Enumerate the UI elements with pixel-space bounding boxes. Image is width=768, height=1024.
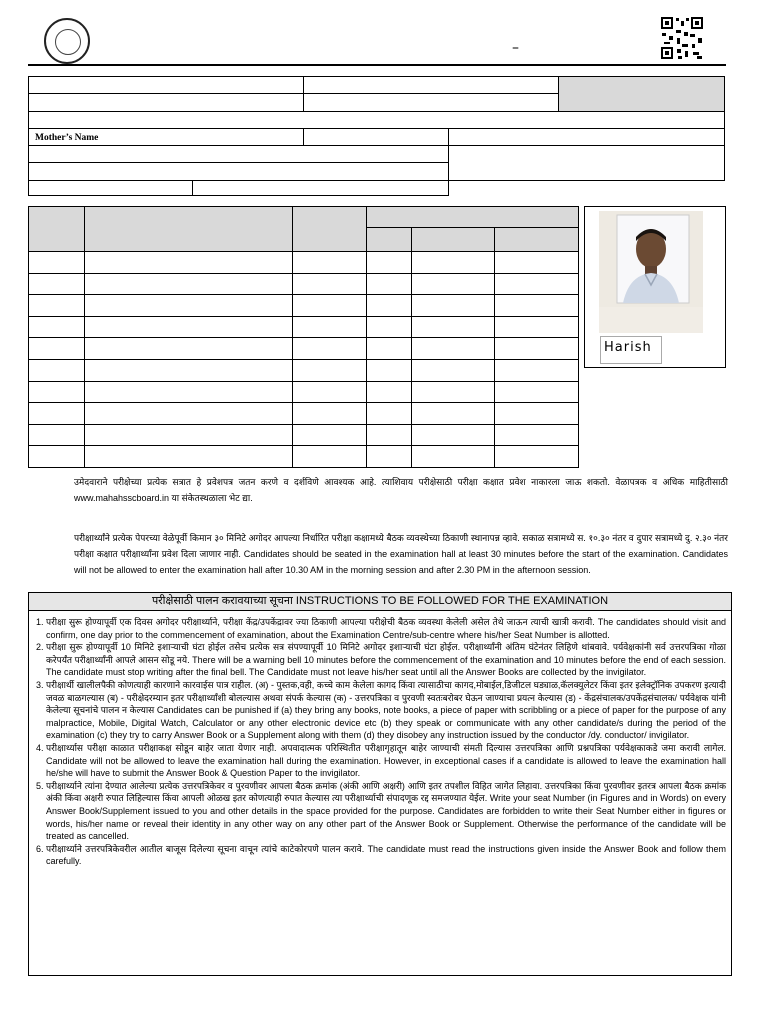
subject-table-cell (84, 316, 293, 339)
instruction-item: 6. परीक्षार्थ्याने उत्तरपत्रिकेवरील आतील बाजूस दिलेल्या सूचना वाचून त्यांचे काटेकोरपणे पालन करावे. The candidate must read the instructions given inside the Answer Book and follow them carefully. (46, 843, 726, 868)
subject-table-cell (411, 337, 495, 360)
detail-cell (192, 180, 449, 196)
subject-table-cell (292, 316, 367, 339)
subject-table-cell (366, 294, 412, 317)
subject-table-header-cell (292, 206, 367, 252)
subject-table-cell (28, 273, 85, 296)
subject-table-cell (494, 337, 579, 360)
subject-table-cell (28, 294, 85, 317)
detail-cell (303, 128, 449, 146)
subject-table-cell (28, 359, 85, 382)
subject-table-cell (366, 445, 412, 468)
instruction-item: 1. परीक्षा सुरू होण्यापूर्वी एक दिवस अगोदर परीक्षार्थ्याने, परीक्षा केंद्र/उपकेंद्रावर ज्या ठिकाणी आपल्या परीक्षेची बैठक व्यवस्था केलेली असेल तेथे जाऊन त्याची खात्री करावी. The candidates should visit and confirm, one day prior to the commencement of examination, about the Examination Centre/sub-centre where his/her Seat Number is allotted. (46, 616, 726, 641)
qr-code-icon (660, 16, 704, 60)
candidate-signature: Harish (604, 340, 652, 355)
subject-table-header-cell (366, 227, 412, 252)
subject-table-cell (411, 273, 495, 296)
instructions-list (34, 616, 726, 868)
subject-table-header-cell (366, 206, 579, 228)
mothers-name-label: Mother’s Name (28, 128, 304, 146)
subject-table-cell (366, 337, 412, 360)
detail-cell (28, 162, 449, 181)
detail-cell (28, 111, 725, 129)
instruction-item: 3. परीक्षार्थी खालीलपैकी कोणत्याही कारणाने कारवाईस पात्र राहील. (अ) - पुस्तक,वही, कच्चे काम केलेला कागद किंवा त्यासाठीचा कागद,मोबाईल,डिजीटल घड्याळ,कॅलक्युलेटर किंवा इतर इलेक्ट्रॉनिक उपकरण इत्यादी जवळ बाळगल्यास (ब) - परीक्षेदरम्यान इतर परीक्षार्थ्यांशी बोलल्यास अथवा संपर्क केल्यास (क) - उत्तरपत्रिका व पुरवणी स्वतःबरोबर घेऊन जाण्याचा प्रयत्न केल्यास (ड) - केंद्रसंचालक/उपकेंद्रसंचालक/ पर्यवेक्षक यांनी केलेल्या सूचनांचे पालन न केल्यास Candidates can be punished if (a) they bring any books, note books, a piece of paper with scribbling or a piece of paper for the purpose of any malpractice, Mobile, Digital Watch, Calculator or any other electronic device etc (b) they speak or communicate with any other candidate/s during the period of the examination (c) they try to carry Answer Book or a Supplement along with them (d) they disobey any instruction issued by the conductor /dy. conductor/ invigilator. (46, 679, 726, 742)
subject-table-cell (366, 316, 412, 339)
subject-table-cell (292, 381, 367, 404)
subject-table-cell (411, 402, 495, 425)
detail-cell (28, 145, 449, 163)
subject-table-cell (494, 402, 579, 425)
subject-table-cell (292, 445, 367, 468)
subject-table-cell (411, 445, 495, 468)
subject-table-cell (292, 359, 367, 382)
subject-table-cell (84, 424, 293, 447)
header-rule (28, 64, 726, 66)
subject-table-cell (28, 251, 85, 274)
candidate-photo (599, 211, 703, 333)
instruction-item: 4. परीक्षार्थ्यास परीक्षा काळात परीक्षाकक्ष सोडून बाहेर जाता येणार नाही. अपवादात्मक परिस्थितीत परीक्षागृहातून बाहेर जाण्याची संमती दिल्यास उत्तरपत्रिका आणि प्रश्नपत्रिका पर्यवेक्षकाकडे जमा करावी लागेल. Candidate will not be allowed to leave the examination hall during the examination. However, in exceptional cases if a candidate is allowed to leave the examination hall he/she will have to submit the Answer Book & Question Paper to the invigilator. (46, 742, 726, 780)
detail-cell (28, 93, 304, 112)
subject-table-cell (366, 381, 412, 404)
subject-table-cell (494, 316, 579, 339)
detail-cell (303, 76, 559, 94)
subject-table-cell (494, 251, 579, 274)
subject-table-cell (84, 273, 293, 296)
board-seal-icon (44, 18, 90, 64)
detail-cell (303, 93, 559, 112)
notice-timing: परीक्षार्थ्यांने प्रत्येक पेपरच्या वेळेपूर्वी किमान ३० मिनिटे अगोदर आपल्या निर्धारित परीक्षा कक्षामध्ये बैठक व्यवस्थेच्या ठिकाणी स्थानापन्न व्हावे. सकाळ सत्रामध्ये स. १०.३० नंतर व दुपार सत्रामध्ये दु. २.३० नंतर परीक्षा कक्षात परीक्षार्थ्यांना प्रवेश दिला जाणार नाही. Candidates should be seated in the examination hall at least 30 minutes before the start of the examination. Candidates will not be allowed to enter the examination hall after 10.30 AM in the morning session and after 2.30 PM in the afternoon session. (74, 533, 728, 575)
subject-table-cell (28, 445, 85, 468)
subject-table-cell (84, 381, 293, 404)
subject-table-header-cell (28, 206, 85, 252)
subject-table-cell (28, 424, 85, 447)
subject-table-cell (494, 381, 579, 404)
subject-table-cell (494, 359, 579, 382)
subject-table-cell (366, 359, 412, 382)
subject-table-cell (84, 294, 293, 317)
subject-table-cell (292, 337, 367, 360)
subject-table-cell (411, 381, 495, 404)
subject-table-cell (366, 424, 412, 447)
detail-cell (448, 128, 725, 146)
subject-table-header-cell (84, 206, 293, 252)
header-dash: – (512, 40, 519, 56)
subject-table-header-cell (494, 227, 579, 252)
subject-table-cell (411, 316, 495, 339)
subject-table-cell (494, 445, 579, 468)
detail-cell (28, 180, 193, 196)
notice-marathi: उमेदवाराने परीक्षेच्या प्रत्येक सत्रात हे प्रवेशपत्र जतन करणे व दर्शविणे आवश्यक आहे. त्याशिवाय परीक्षेसाठी परीक्षा कक्षात प्रवेश नाकारला जाऊ शकतो. वेळापत्रक व अधिक माहितीसाठी www.mahahsscboard.in या संकेतस्थळाला भेट द्या. (74, 477, 728, 503)
subject-table-cell (84, 337, 293, 360)
detail-cell (28, 76, 304, 94)
detail-cell (448, 145, 725, 181)
subject-table-cell (411, 424, 495, 447)
subject-table-cell (366, 402, 412, 425)
subject-table-cell (292, 424, 367, 447)
subject-table-cell (494, 273, 579, 296)
detail-cell-shaded (558, 76, 725, 112)
subject-table-header-cell (411, 227, 495, 252)
subject-table-cell (411, 294, 495, 317)
instruction-item: 2. परीक्षा सुरू होण्यापूर्वी 10 मिनिटे इशाऱ्याची घंटा होईल तसेच प्रत्येक सत्र संपण्यापूर्वी 10 मिनिटे अगोदर इशाऱ्याची घंटा होईल. परीक्षार्थ्यांनी अंतिम घंटेनंतर लिहिणे थांबवावे. पर्यवेक्षकांनी सर्व उत्तरपत्रिका गोळा करेपर्यंत परीक्षार्थ्यांनी आपले आसन सोडू नये. There will be a warning bell 10 minutes before the commencement of the examination and 10 minutes before the end of each session. The candidate must stop writing after the final bell. The Candidate must not leave his/her seat until all the Answer Books are collected by the invigilator. (46, 641, 726, 679)
subject-table-cell (366, 273, 412, 296)
subject-table-cell (84, 359, 293, 382)
subject-table-cell (292, 294, 367, 317)
subject-table-cell (494, 294, 579, 317)
subject-table-cell (84, 402, 293, 425)
subject-table-cell (366, 251, 412, 274)
subject-table-cell (28, 337, 85, 360)
subject-table (28, 206, 579, 466)
subject-table-cell (28, 316, 85, 339)
subject-table-cell (84, 251, 293, 274)
subject-table-cell (494, 424, 579, 447)
subject-table-cell (28, 381, 85, 404)
subject-table-cell (411, 359, 495, 382)
subject-table-cell (84, 445, 293, 468)
subject-table-cell (411, 251, 495, 274)
subject-table-cell (292, 273, 367, 296)
instructions-heading: परीक्षेसाठी पालन करावयाच्या सूचना INSTRUCTIONS TO BE FOLLOWED FOR THE EXAMINATION (29, 593, 731, 611)
subject-table-cell (292, 402, 367, 425)
subject-table-cell (292, 251, 367, 274)
subject-table-cell (28, 402, 85, 425)
instruction-item: 5. परीक्षार्थ्याने त्यांना देण्यात आलेल्या प्रत्येक उत्तरपत्रिकेवर व पुरवणीवर आपला बैठक क्रमांक (अंकी आणि अक्षरी) आणि इतर तपशील विहित जागेत लिहावा. उत्तरपत्रिका किंवा पुरवणीवर इतरत्र आपला बैठक क्रमांक अंकी किंवा अक्षरी रुपात लिहिल्यास किंवा आपली ओळख इतर कोणत्याही रुपात केल्यास त्या परीक्षार्थ्याची संपादणूक रद्द समजण्यात येईल. Write your seat Number (in Figures and in Words) on every Answer Book/Supplement issued to you and other details in the space provided for the purpose. Candidates are forbidden to write their Seat Number either in figures or words, his/her name or reveal their identity in any other way on any other part of the Answer Book or Supplement. Otherwise the performance of the candidate will be treated as cancelled. (46, 780, 726, 843)
